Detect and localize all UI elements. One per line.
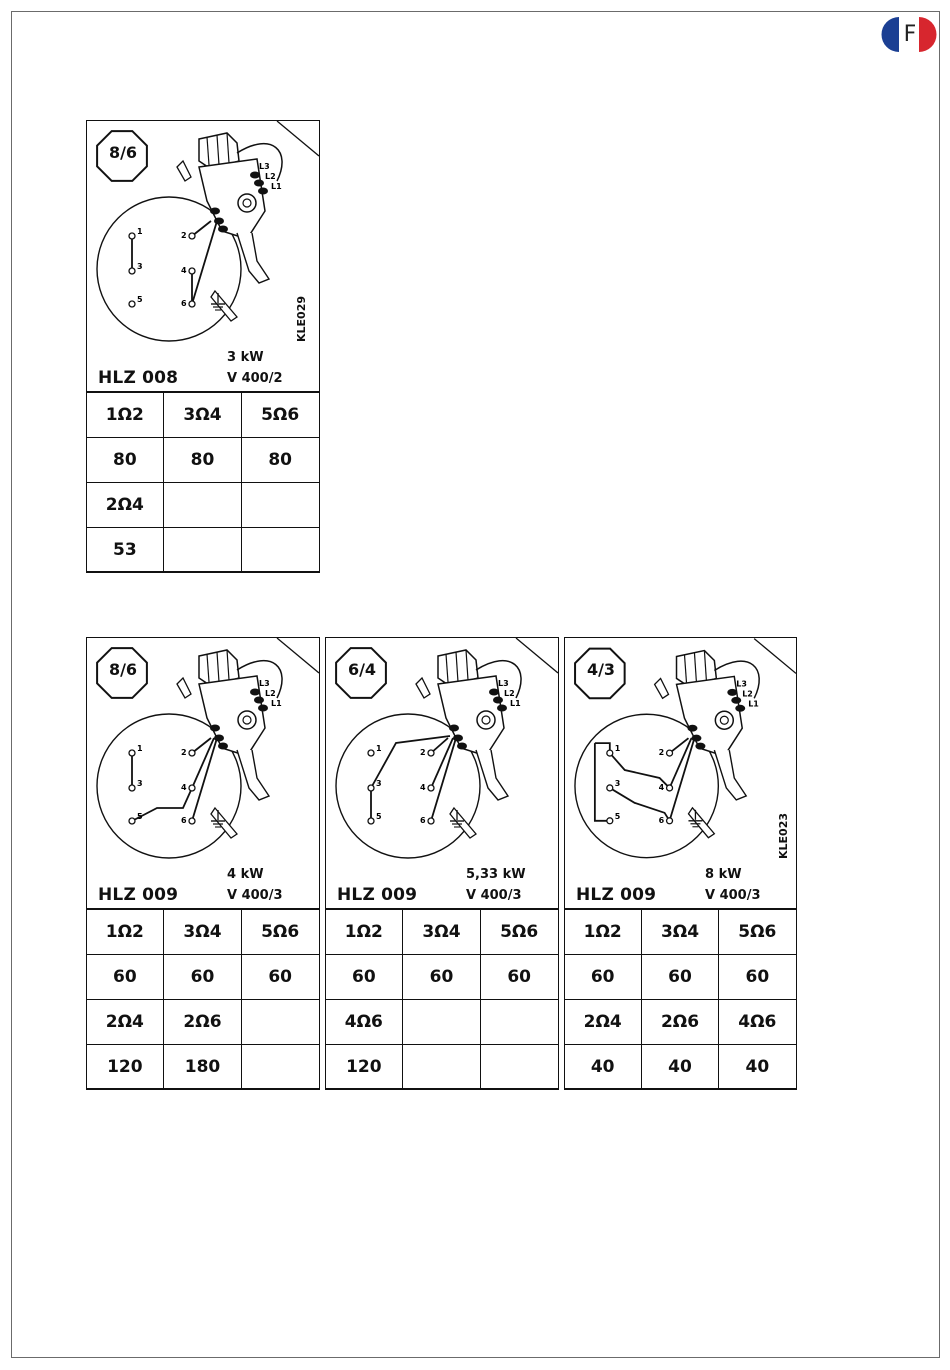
terminal-label: 4 — [181, 266, 187, 275]
table-row — [86, 392, 319, 438]
phase-label: L2 — [504, 689, 515, 698]
table-cell: 1Ω2 — [325, 909, 403, 955]
terminal-point — [189, 268, 195, 274]
terminal-point — [129, 268, 135, 274]
terminal-label: 1 — [614, 744, 621, 754]
terminal-point — [607, 750, 613, 756]
terminal-label: 4 — [181, 783, 187, 792]
table-cell: 2Ω4 — [564, 1000, 641, 1045]
terminal-point — [189, 785, 195, 791]
card-badge: 8/6 — [108, 143, 138, 162]
table-cell: 1Ω2 — [564, 909, 641, 955]
table-row — [564, 1045, 796, 1090]
card-badge: 6/4 — [347, 660, 377, 679]
phase-label: L1 — [510, 699, 521, 708]
table-row — [564, 1000, 796, 1045]
table-cell: 2Ω4 — [86, 1000, 164, 1045]
voltage-label: V 400/3 — [705, 888, 761, 903]
table-cell: 5Ω6 — [719, 909, 796, 955]
table-cell: 5Ω6 — [241, 392, 319, 438]
terminal-label: 4 — [658, 782, 665, 792]
resistance-table — [325, 908, 559, 1090]
phase-label: L3 — [259, 679, 270, 688]
terminal-label: 2 — [181, 748, 187, 757]
terminal-point — [607, 785, 613, 791]
terminal-label: 1 — [376, 744, 382, 753]
voltage-label: V 400/2 — [227, 371, 283, 386]
table-cell — [241, 1000, 319, 1045]
table-cell — [241, 483, 319, 528]
table-cell: 80 — [241, 438, 319, 483]
phase-label: L3 — [736, 679, 747, 689]
table-cell: 40 — [719, 1045, 796, 1090]
terminal-label: 6 — [181, 299, 187, 308]
phase-label: L3 — [498, 679, 509, 688]
table-row — [325, 1000, 558, 1045]
corner-line — [277, 638, 319, 673]
table-row — [86, 955, 319, 1000]
terminal-point — [129, 785, 135, 791]
table-cell: 120 — [86, 1045, 164, 1090]
terminal-point — [667, 785, 673, 791]
table-cell: 60 — [241, 955, 319, 1000]
language-letter: F — [903, 22, 917, 47]
model-label: HLZ 008 — [98, 368, 179, 388]
table-cell: 53 — [86, 528, 164, 573]
table-row — [86, 438, 319, 483]
table-cell: 180 — [164, 1045, 242, 1090]
table-cell: 80 — [86, 438, 164, 483]
corner-line — [277, 121, 319, 156]
terminal-point — [607, 818, 613, 824]
power-label: 5,33 kW — [466, 867, 526, 882]
terminal-label: 5 — [376, 812, 382, 821]
wire-line — [192, 738, 214, 788]
terminal-label: 2 — [420, 748, 426, 757]
table-cell: 40 — [564, 1045, 641, 1090]
table-cell: 1Ω2 — [86, 392, 164, 438]
table-cell: 60 — [564, 955, 641, 1000]
document-code: KLE029 — [295, 295, 308, 342]
terminal-point — [428, 818, 434, 824]
terminal-point — [428, 750, 434, 756]
terminal-label: 5 — [614, 811, 621, 821]
terminal-label: 3 — [137, 262, 143, 271]
phase-label: L2 — [265, 172, 276, 181]
document-code: KLE023 — [777, 812, 790, 859]
terminal-point — [129, 750, 135, 756]
phase-label: L1 — [271, 699, 282, 708]
table-cell — [164, 483, 242, 528]
model-label: HLZ 009 — [98, 885, 179, 905]
terminal-point — [129, 233, 135, 239]
terminal-point — [189, 301, 195, 307]
table-cell: 1Ω2 — [86, 909, 164, 955]
table-row — [325, 909, 558, 955]
phase-label: L1 — [748, 699, 759, 709]
table-cell: 40 — [641, 1045, 718, 1090]
terminal-label: 6 — [420, 816, 426, 825]
wiring-card-hlz009-8-6 — [86, 637, 320, 1089]
terminal-label: 2 — [181, 231, 187, 240]
terminal-point — [428, 785, 434, 791]
table-cell — [164, 528, 242, 573]
table-cell: 120 — [325, 1045, 403, 1090]
terminal-label: 3 — [614, 778, 621, 788]
power-label: 8 kW — [705, 867, 742, 882]
resistance-table — [86, 391, 320, 573]
terminal-label: 1 — [137, 227, 143, 236]
resistance-table — [564, 908, 797, 1090]
table-cell: 80 — [164, 438, 242, 483]
table-cell: 4Ω6 — [719, 1000, 796, 1045]
terminal-label: 5 — [137, 295, 143, 304]
terminal-point — [189, 818, 195, 824]
table-cell: 3Ω4 — [164, 392, 242, 438]
table-cell — [480, 1000, 558, 1045]
table-row — [86, 528, 319, 573]
terminal-point — [189, 233, 195, 239]
table-cell: 5Ω6 — [241, 909, 319, 955]
wiring-card-hlz009-6-4 — [325, 637, 559, 1089]
terminal-point — [667, 750, 673, 756]
terminal-label: 4 — [420, 783, 426, 792]
phase-label: L2 — [742, 689, 753, 699]
card-badge: 4/3 — [586, 660, 616, 679]
corner-line — [754, 639, 796, 674]
table-cell: 60 — [403, 955, 481, 1000]
terminal-point — [129, 818, 135, 824]
card-badge: 8/6 — [108, 660, 138, 679]
terminal-label: 3 — [376, 779, 382, 788]
model-label: HLZ 009 — [337, 885, 418, 905]
wiring-card-hlz009-4-3 — [564, 637, 797, 1089]
phase-label: L3 — [259, 162, 270, 171]
terminal-point — [368, 785, 374, 791]
table-cell — [403, 1000, 481, 1045]
terminal-label: 2 — [658, 748, 665, 758]
table-row — [325, 1045, 558, 1090]
table-cell: 2Ω6 — [641, 1000, 718, 1045]
terminal-point — [667, 818, 673, 824]
table-row — [86, 909, 319, 955]
table-cell — [403, 1045, 481, 1090]
wire-line — [371, 736, 450, 788]
table-row — [86, 1000, 319, 1045]
table-cell: 4Ω6 — [325, 1000, 403, 1045]
table-cell: 60 — [719, 955, 796, 1000]
voltage-label: V 400/3 — [227, 888, 283, 903]
terminal-point — [189, 750, 195, 756]
table-cell — [241, 1045, 319, 1090]
resistance-table — [86, 908, 320, 1090]
table-cell — [480, 1045, 558, 1090]
wire-line — [670, 738, 692, 788]
table-row — [564, 909, 796, 955]
table-cell: 60 — [480, 955, 558, 1000]
table-cell: 60 — [86, 955, 164, 1000]
table-cell: 60 — [325, 955, 403, 1000]
table-cell: 60 — [641, 955, 718, 1000]
corner-line — [516, 638, 558, 673]
phase-label: L2 — [265, 689, 276, 698]
terminal-label: 1 — [137, 744, 143, 753]
table-cell — [241, 528, 319, 573]
model-label: HLZ 009 — [576, 885, 657, 905]
table-row — [325, 955, 558, 1000]
table-cell: 5Ω6 — [480, 909, 558, 955]
terminal-label: 6 — [658, 815, 665, 825]
table-row — [86, 1045, 319, 1090]
wire-line — [431, 738, 453, 788]
voltage-label: V 400/3 — [466, 888, 522, 903]
wiring-card-hlz008 — [86, 120, 320, 572]
table-cell: 3Ω4 — [641, 909, 718, 955]
power-label: 4 kW — [227, 867, 264, 882]
terminal-label: 6 — [181, 816, 187, 825]
terminal-point — [129, 301, 135, 307]
terminal-point — [368, 818, 374, 824]
power-label: 3 kW — [227, 350, 264, 365]
table-cell: 2Ω4 — [86, 483, 164, 528]
phase-label: L1 — [271, 182, 282, 191]
table-cell: 60 — [164, 955, 242, 1000]
table-cell: 3Ω4 — [164, 909, 242, 955]
terminal-label: 3 — [137, 779, 143, 788]
terminal-point — [368, 750, 374, 756]
terminal-label: 5 — [137, 812, 143, 821]
table-cell: 3Ω4 — [403, 909, 481, 955]
table-cell: 2Ω6 — [164, 1000, 242, 1045]
table-row — [564, 955, 796, 1000]
table-row — [86, 483, 319, 528]
